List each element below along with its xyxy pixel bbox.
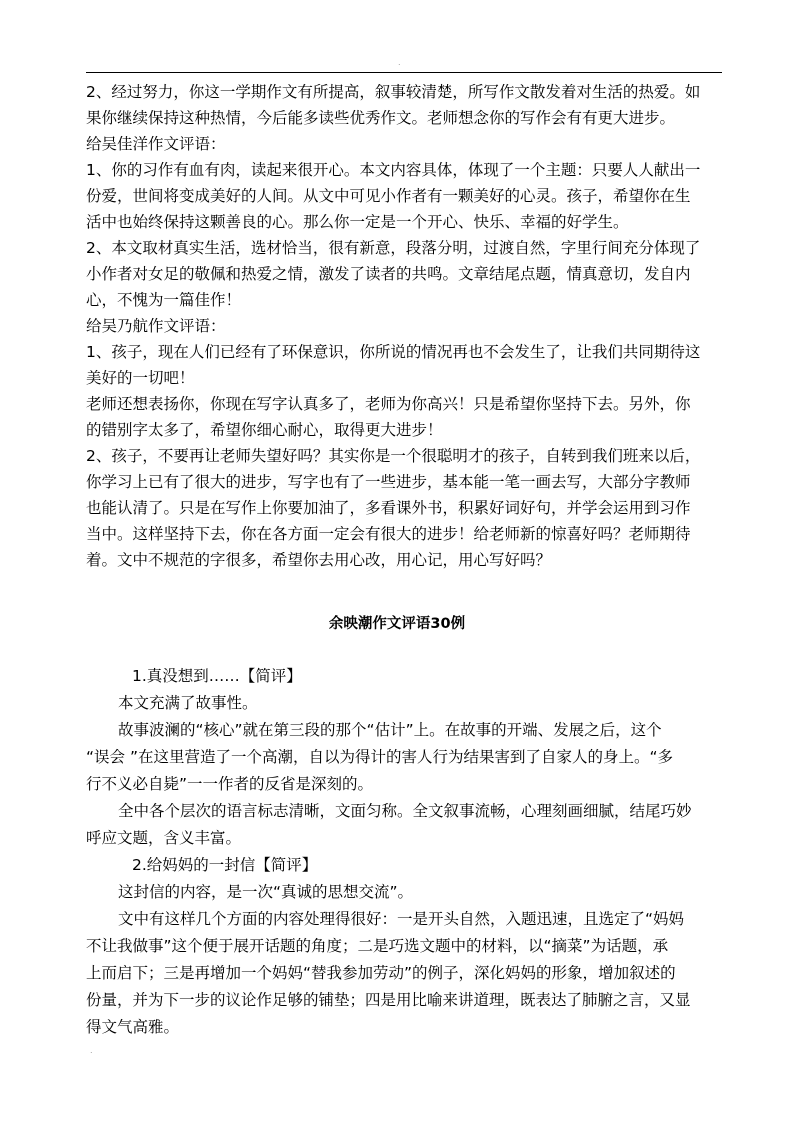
text-line: 这封信的内容，是一次“真诚的思想交流”。 <box>118 883 414 901</box>
text-line: 2、本文取材真实生活，选材恰当，很有新意，段落分明，过渡自然，字里行间充分体现了 <box>86 239 701 257</box>
text-line: 给吴佳洋作文评语： <box>86 135 226 153</box>
text-line: 美好的一切吧！ <box>86 369 195 387</box>
text-line: “误会 ”在这里营造了一个高潮，自以为得计的害人行为结果害到了自家人的身上。“多 <box>86 748 674 766</box>
text-line: 本文充满了故事性。 <box>118 694 258 712</box>
text-line: 行不义必自毙”一一作者的反省是深刻的。 <box>86 775 374 793</box>
text-line: 得文气高雅。 <box>86 1018 180 1036</box>
section-title: 余映潮作文评语30例 <box>328 616 466 632</box>
section-comments-2 <box>86 663 726 1041</box>
text-line: 不让我做事”这个便于展开话题的角度；二是巧选文题中的材料，以“摘菜”为话题，承 <box>86 937 669 955</box>
text-line: 全中各个层次的语言标志清晰，文面匀称。全文叙事流畅，心理刻画细腻，结尾巧妙 <box>118 802 692 820</box>
text-line: 文中有这样几个方面的内容处理得很好：一是开头自然，入题迅速，且选定了“妈妈 <box>118 910 685 928</box>
text-line: 小作者对女足的敬佩和热爱之情，激发了读者的共鸣。文章结尾点题，情真意切，发自内 <box>86 265 691 283</box>
text-line: 份量，并为下一步的议论作足够的铺垫；四是用比喻来讲道理，既表达了肺腑之言，又显 <box>86 991 691 1009</box>
text-line: 1、孩子，现在人们已经有了环保意识，你所说的情况再也不会发生了，让我们共同期待这 <box>86 343 701 361</box>
text-line: 的错别字太多了，希望你细心耐心，取得更大进步！ <box>86 421 443 439</box>
section-comments-1 <box>86 79 726 573</box>
text-line: 当中。这样坚持下去，你在各方面一定会有很大的进步！给老师新的惊喜好吗？老师期待 <box>86 525 691 543</box>
text-line: 2.给妈妈的一封信【简评】 <box>132 856 318 874</box>
header-rule <box>86 72 722 73</box>
text-line: 1.真没想到……【简评】 <box>132 667 302 685</box>
text-line: 老师还想表扬你，你现在写字认真多了，老师为你高兴！只是希望你坚持下去。另外，你 <box>86 395 691 413</box>
text-line: 着。文中不规范的字很多，希望你去用心改，用心记，用心写好吗？ <box>86 551 552 569</box>
text-line: 活中也始终保持这颗善良的心。那么你一定是一个开心、快乐、幸福的好学生。 <box>86 213 629 231</box>
text-line: 你学习上已有了很大的进步，写字也有了一些进步，基本能一笔一画去写，大部分字教师 <box>86 473 691 491</box>
text-line: 上而启下；三是再增加一个妈妈“替我参加劳动”的例子，深化妈妈的形象，增加叙述的 <box>86 964 676 982</box>
text-line: 2、孩子，不要再让老师失望好吗？其实你是一个很聪明才的孩子，自转到我们班来以后， <box>86 447 701 465</box>
footer-mark: . <box>90 1046 93 1055</box>
header-mark: . <box>398 58 401 67</box>
text-line: 2、经过努力，你这一学期作文有所提高，叙事较清楚，所写作文散发着对生活的热爱。如 <box>86 83 701 101</box>
text-line: 份爱，世间将变成美好的人间。从文中可见小作者有一颗美好的心灵。孩子，希望你在生 <box>86 187 691 205</box>
text-line: 给吴乃航作文评语： <box>86 317 226 335</box>
text-line: 故事波澜的“核心”就在第三段的那个“估计”上。在故事的开端、发展之后，这个 <box>118 721 662 739</box>
text-line: 1、你的习作有血有肉，读起来很开心。本文内容具体，体现了一个主题：只要人人献出一 <box>86 161 701 179</box>
text-line: 心，不愧为一篇佳作！ <box>86 291 242 309</box>
text-line: 也能认清了。只是在写作上你要加油了，多看课外书，积累好词好句，并学会运用到习作 <box>86 499 691 517</box>
text-line: 果你继续保持这种热情，今后能多读些优秀作文。老师想念你的写作会有有更大进步。 <box>86 109 676 127</box>
text-line: 呼应文题，含义丰富。 <box>86 829 242 847</box>
